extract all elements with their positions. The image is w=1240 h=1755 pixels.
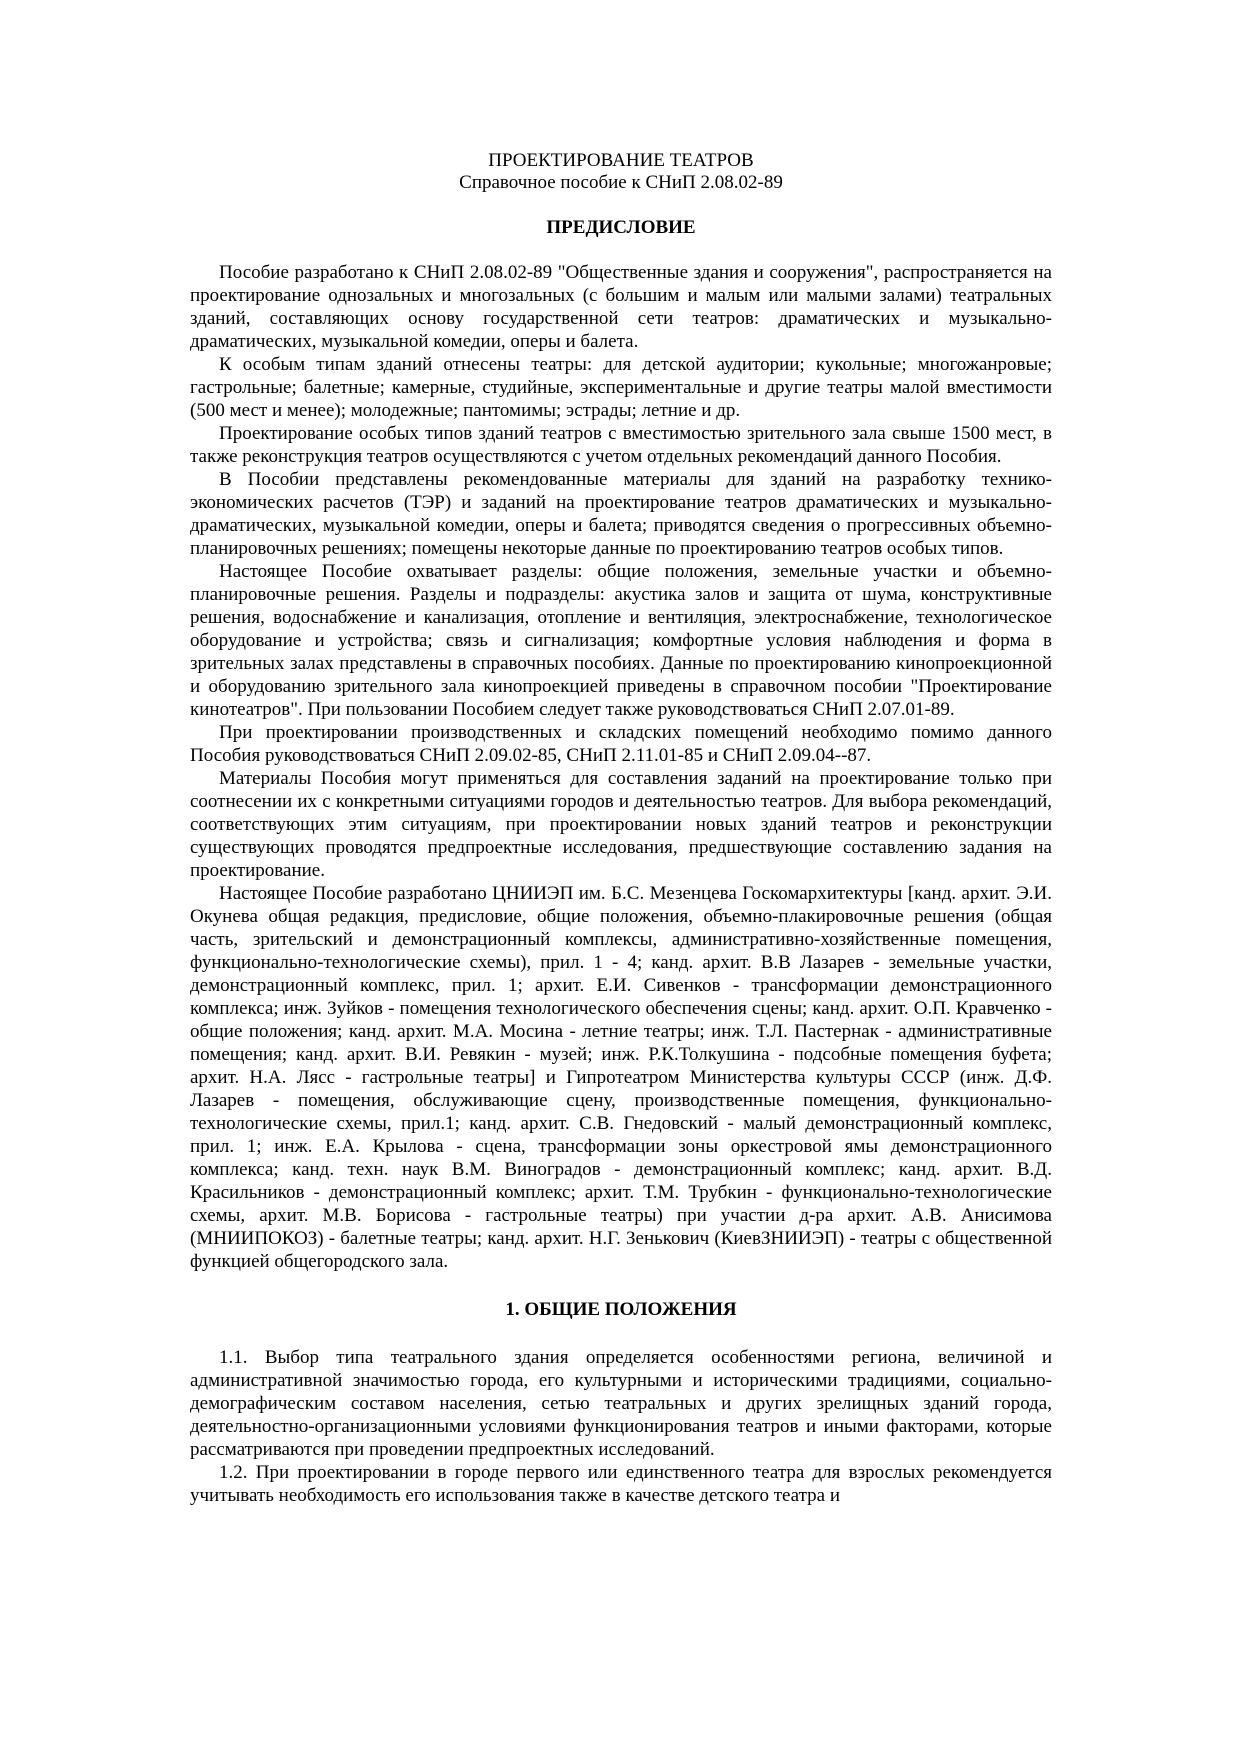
section-paragraph: 1.1. Выбор типа театрального здания определяется особенностями региона, величиной и административной значимостью города, его культурными и историческими традициями, социально-демографическим составом населения, сетью театральных и других зрелищных зданий города, деятельностно-организационными условиями функционирования театров и иными факторами, которые рассматриваются при проведении предпроектных исследований. <box>190 1347 1052 1460</box>
document-title: ПРОЕКТИРОВАНИЕ ТЕАТРОВ <box>488 150 754 171</box>
document-page <box>190 150 1052 1507</box>
section-paragraph: 1.2. При проектировании в городе первого или единственного театра для взрослых рекомендуется учитывать необходимость его использования также в качестве детского театра и <box>190 1462 1052 1506</box>
preface-paragraph: При проектировании производственных и складских помещений необходимо помимо данного Пособия руководствоваться СНиП 2.09.02-85, СНиП 2.11.01-85 и СНиП 2.09.04--87. <box>190 722 1052 766</box>
section-body <box>190 1346 1052 1507</box>
preface-paragraph: Материалы Пособия могут применяться для составления заданий на проектирование только при соотнесении их с конкретными ситуациями городов и деятельностью театров. Для выбора рекомендаций, соответствующих этим ситуациям, при проектировании новых зданий театров и реконструкции существующих проводятся предпроектные исследования, предшествующие составлению задания на проектирование. <box>190 768 1052 881</box>
preface-paragraph: Пособие разработано к СНиП 2.08.02-89 "Общественные здания и сооружения", распространяется на проектирование однозальных и многозальных (с большим и малым или малыми залами) театральных зданий, составляющих основу государственной сети театров: драматических и музыкально-драматических, музыкальной комедии, оперы и балета. <box>190 262 1052 352</box>
preface-paragraph: Настоящее Пособие разработано ЦНИИЭП им. Б.С. Мезенцева Госкомархитектуры [канд. архит. Э.И. Окунева общая редакция, предисловие, общие положения, объемно-плакировочные решения (общая часть, зрительский и демонстрационный комплексы, административно-хозяйственные помещения, функционально-технологические схемы), прил. 1 - 4; канд. архит. В.В Лазарев - земельные участки, демонстрационный комплекс, прил. 1; архит. Е.И. Сивенков - трансформации демонстрационного комплекса; инж. Зуйков - помещения технологического обеспечения сцены; канд. архит. О.П. Кравченко - общие положения; канд. архит. М.А. Мосина - летние театры; инж. Т.Л. Пастернак - административные помещения; канд. архит. В.И. Ревякин - музей; инж. Р.К.Толкушина - подсобные помещения буфета; архит. Н.А. Ляcс - гастрольные театры] и Гипротеатром Министерства культуры СССР (инж. Д.Ф. Лазарев - помещения, обслуживающие сцену, производственные помещения, функционально-технологические схемы, прил.1; канд. архит. С.В. Гнедовский - малый демонстрационный комплекс, прил. 1; инж. Е.А. Крылова - сцена, трансформации зоны оркестровой ямы демонстрационного комплекса; канд. техн. наук В.М. Виноградов - демонстрационный комплекс; канд. архит. В.Д. Красильников - демонстрационный комплекс; архит. Т.М. Трубкин - функционально-технологические схемы, архит. М.В. Борисова - гастрольные театры) при участии д-ра архит. А.В. Анисимова (МНИИПОКОЗ) - балетные театры; канд. архит. Н.Г. Зенькович (КиевЗНИИЭП) - театры с общественной функцией общегородского зала. <box>190 883 1052 1272</box>
preface-paragraph: В Пособии представлены рекомендованные материалы для зданий на разработку технико-экономических расчетов (ТЭР) и заданий на проектирование театров драматических и музыкально-драматических, музыкальной комедии, оперы и балета; приводятся сведения о прогрессивных объемно-планировочных решениях; помещены некоторые данные по проектированию театров особых типов. <box>190 469 1052 559</box>
preface-paragraph: Проектирование особых типов зданий театров с вместимостью зрительного зала свыше 1500 мест, в также реконструкция театров осуществляются с учетом отдельных рекомендаций данного Пособия. <box>190 423 1052 467</box>
preface-body <box>190 261 1052 1273</box>
preface-paragraph: Настоящее Пособие охватывает разделы: общие положения, земельные участки и объемно-планировочные решения. Разделы и подразделы: акустика залов и защита от шума, конструктивные решения, водоснабжение и канализация, отопление и вентиляция, электроснабжение, технологическое оборудование и устройства; связь и сигнализация; комфортные условия наблюдения и форма в зрительных залах представлены в справочных пособиях. Данные по проектированию кинопроекционной и оборудованию зрительного зала кинопроекцией приведены в справочном пособии "Проектирование кинотеатров". При пользовании Пособием следует также руководствоваться СНиП 2.07.01-89. <box>190 561 1052 720</box>
document-subtitle: Справочное пособие к СНиП 2.08.02-89 <box>459 172 783 193</box>
preface-heading: ПРЕДИСЛОВИЕ <box>546 217 696 238</box>
section-heading: 1. ОБЩИЕ ПОЛОЖЕНИЯ <box>505 1299 737 1320</box>
preface-paragraph: К особым типам зданий отнесены театры: для детской аудитории; кукольные; многожанровые; гастрольные; балетные; камерные, студийные, экспериментальные и другие театры малой вместимости (500 мест и менее); молодежные; пантомимы; эстрады; летние и др. <box>190 354 1052 421</box>
